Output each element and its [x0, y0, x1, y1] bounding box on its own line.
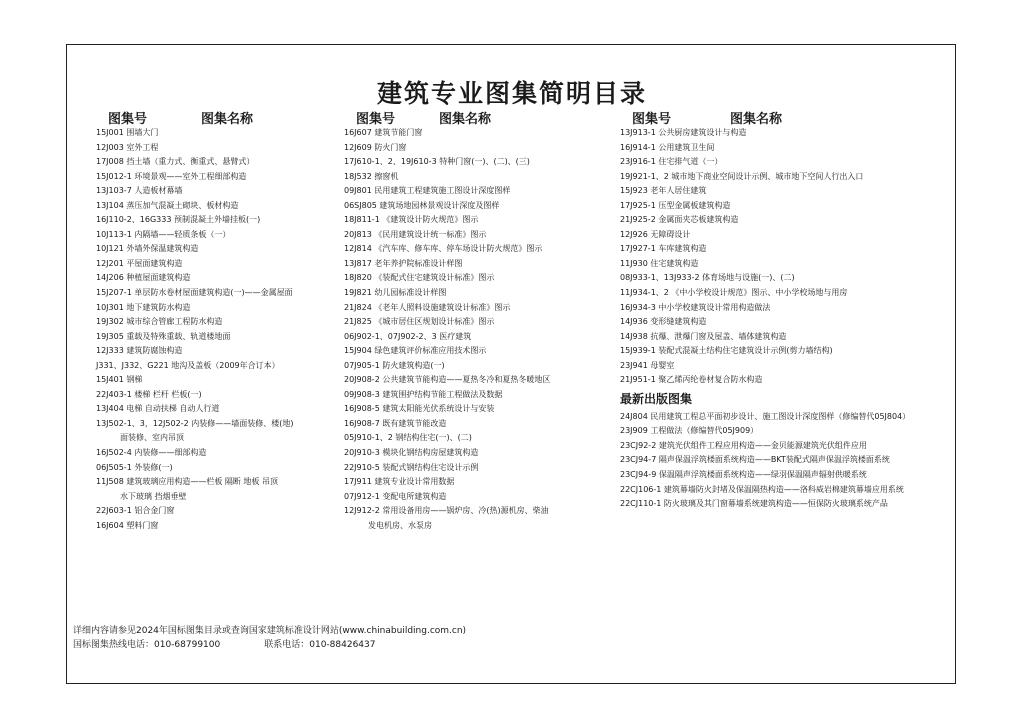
- catalog-item: 12J912-2 常用设备用房——锅炉房、冷(热)源机房、柴油: [344, 506, 549, 516]
- latest-item: 23CJ92-2 建筑光伏组件工程应用构造——金贝能源建筑光伏组件应用: [620, 440, 867, 450]
- catalog-item: 16J908-5 建筑太阳能光伏系统设计与安装: [344, 404, 495, 414]
- header-name: 图集名称: [730, 112, 783, 127]
- catalog-list: [96, 126, 351, 533]
- catalog-column-3: [620, 108, 950, 512]
- catalog-item: 09J801 民用建筑工程建筑施工图设计深度图样: [344, 186, 511, 196]
- catalog-item: 11J508 建筑玻璃应用构造——栏板 隔断 地板 吊顶: [96, 477, 278, 487]
- catalog-item: 16J914-1 公用建筑卫生间: [620, 142, 715, 152]
- catalog-column-2: [344, 108, 620, 533]
- catalog-item-continuation: 水下玻璃 挡烟垂壁: [120, 491, 187, 501]
- latest-list: [620, 410, 950, 512]
- latest-item: 22CJ106-1 建筑幕墙防火封堵及保温隔热构造——洛科威岩棉建筑幕墙应用系统: [620, 484, 904, 494]
- catalog-item: 21J951-1 聚乙烯丙纶卷材复合防水构造: [620, 375, 763, 385]
- catalog-item: 21J824 《老年人照料设施建筑设计标准》图示: [344, 302, 511, 312]
- catalog-item: 14J206 种植屋面建筑构造: [96, 273, 191, 283]
- catalog-item: 15J012-1 环境景观——室外工程细部构造: [96, 171, 247, 181]
- catalog-item: 21J925-2 金属面夹芯板建筑构造: [620, 215, 739, 225]
- catalog-item: 10J113-1 内隔墙——轻质条板（一）: [96, 229, 231, 239]
- catalog-item: J331、J332、G221 地沟及盖板（2009年合订本）: [96, 360, 280, 370]
- footer-contact: 联系电话：010-88426437: [264, 640, 376, 650]
- catalog-item: 06SJ805 建筑场地园林景观设计深度及图样: [344, 200, 500, 210]
- catalog-item: 16J908-7 既有建筑节能改造: [344, 418, 447, 428]
- catalog-item: 16J604 塑料门窗: [96, 520, 159, 530]
- header-code: 图集号: [108, 112, 148, 127]
- header-code: 图集号: [356, 112, 396, 127]
- catalog-item: 12J201 平屋面建筑构造: [96, 258, 183, 268]
- catalog-item: 20J910-3 模块化钢结构房屋建筑构造: [344, 448, 479, 458]
- catalog-item: 07J905-1 防火建筑构造(一): [344, 360, 445, 370]
- catalog-item: 13J817 老年养护院标准设计样图: [344, 258, 463, 268]
- catalog-item: 18J811-1 《建筑设计防火规范》图示: [344, 215, 479, 225]
- catalog-item: 08J933-1、13J933-2 体育场地与设施(一)、(二): [620, 273, 795, 283]
- catalog-item: 17J610-1、2、19J610-3 特种门窗(一)、(二)、(三): [344, 157, 530, 167]
- catalog-item: 11J930 住宅建筑构造: [620, 258, 699, 268]
- catalog-item: 15J923 老年人居住建筑: [620, 186, 707, 196]
- header-code: 图集号: [632, 112, 672, 127]
- catalog-item: 16J934-3 中小学校建筑设计常用构造做法: [620, 302, 771, 312]
- catalog-item: 18J532 擦窗机: [344, 171, 399, 181]
- page-title: 建筑专业图集简明目录: [376, 79, 647, 108]
- catalog-item: 19J302 城市综合管廊工程防水构造: [96, 317, 223, 327]
- latest-item: 22CJ110-1 防火玻璃及其门窗幕墙系统建筑构造——恒保防火玻璃系统产品: [620, 499, 888, 509]
- catalog-item: 23J941 母婴室: [620, 360, 675, 370]
- catalog-item: 17J927-1 车库建筑构造: [620, 244, 707, 254]
- catalog-column-1: [96, 108, 351, 533]
- catalog-item: 19J821 幼儿园标准设计样图: [344, 288, 447, 298]
- latest-item: 23CJ94-7 隔声保温浮筑楼面系统构造——BKT装配式隔声保温浮筑楼面系统: [620, 455, 890, 465]
- catalog-item: 15J939-1 装配式混凝土结构住宅建筑设计示例(剪力墙结构): [620, 346, 833, 356]
- catalog-item: 13J103-7 人造板材幕墙: [96, 186, 183, 196]
- catalog-item-continuation: 发电机房、水泵房: [368, 520, 432, 530]
- catalog-item: 13J404 电梯 自动扶梯 自动人行道: [96, 404, 220, 414]
- catalog-item: 21J825 《城市居住区规划设计标准》图示: [344, 317, 495, 327]
- catalog-item: 15J401 钢梯: [96, 375, 143, 385]
- footer-note: [73, 624, 466, 652]
- catalog-item: 18J820 《装配式住宅建筑设计标准》图示: [344, 273, 495, 283]
- catalog-item: 15J904 绿色建筑评价标准应用技术图示: [344, 346, 487, 356]
- footer-phone-line: [73, 638, 466, 652]
- catalog-list: [344, 126, 620, 533]
- catalog-item: 09J908-3 建筑围护结构节能工程做法及数据: [344, 389, 503, 399]
- catalog-item: 22J403-1 楼梯 栏杆 栏板(一): [96, 389, 202, 399]
- catalog-item: 12J609 防火门窗: [344, 142, 407, 152]
- catalog-item: 06J505-1 外装修(一): [96, 462, 173, 472]
- catalog-item: 17J911 建筑专业设计常用数据: [344, 477, 455, 487]
- catalog-item: 10J121 外墙外保温建筑构造: [96, 244, 199, 254]
- catalog-item: 22J910-5 装配式钢结构住宅设计示例: [344, 462, 479, 472]
- catalog-item: 13J913-1 公共厨房建筑设计与构造: [620, 128, 747, 137]
- catalog-item: 19J921-1、2 城市地下商业空间设计示例、城市地下空间人行出入口: [620, 171, 864, 181]
- latest-item: 23CJ94-9 保温隔声浮筑楼面系统构造——绿羽保温隔声辐射供暖系统: [620, 470, 867, 480]
- catalog-item: 12J926 无障碍设计: [620, 229, 691, 239]
- catalog-item: 19J305 重载及特殊重载、轨道楼地面: [96, 331, 231, 341]
- catalog-item: 05J910-1、2 钢结构住宅(一)、(二): [344, 433, 472, 443]
- catalog-item: 12J003 室外工程: [96, 142, 159, 152]
- catalog-item: 06J902-1、07J902-2、3 医疗建筑: [344, 331, 472, 341]
- catalog-item: 13J104 蒸压加气混凝土砌块、板材构造: [96, 200, 239, 210]
- catalog-item-continuation: 面装修、室内吊顶: [120, 433, 184, 443]
- footer-website-line: 详细内容请参见2024年国标图集目录或查询国家建筑标准设计网站(www.chinabuilding.com.cn): [73, 626, 467, 636]
- catalog-item: 20J908-2 公共建筑节能构造——夏热冬冷和夏热冬暖地区: [344, 375, 551, 385]
- catalog-item: 16J607 建筑节能门窗: [344, 128, 423, 137]
- latest-item: 24J804 民用建筑工程总平面初步设计、施工图设计深度图样（修编替代05J804）: [620, 411, 911, 421]
- catalog-item: 07J912-1 变配电所建筑构造: [344, 491, 447, 501]
- catalog-item: 10J301 地下建筑防水构造: [96, 302, 191, 312]
- catalog-item: 16J502-4 内装修——细部构造: [96, 448, 207, 458]
- catalog-item: 23J916-1 住宅排气道（一）: [620, 157, 723, 167]
- catalog-item: 12J333 建筑防腐蚀构造: [96, 346, 183, 356]
- catalog-item: 20J813 《民用建筑设计统一标准》图示: [344, 229, 487, 239]
- column-header: [96, 108, 351, 126]
- footer-hotline: 国标图集热线电话：010-68799100: [73, 640, 221, 650]
- catalog-item: 17J925-1 压型金属板建筑构造: [620, 200, 731, 210]
- latest-item: 23J909 工程做法（修编替代05J909）: [620, 426, 759, 436]
- column-header: [620, 108, 950, 126]
- catalog-item: 14J938 抗爆、泄爆门窗及屋盖、墙体建筑构造: [620, 331, 787, 341]
- catalog-item: 14J936 变形缝建筑构造: [620, 317, 707, 327]
- catalog-item: 17J008 挡土墙（重力式、衡重式、悬臂式）: [96, 157, 255, 167]
- catalog-list: [620, 126, 950, 388]
- catalog-item: 13J502-1、3，12J502-2 内装修——墙面装修、楼(地): [96, 418, 294, 428]
- catalog-item: 16J110-2、16G333 预制混凝土外墙挂板(一): [96, 215, 261, 225]
- catalog-item: 12J814 《汽车库、修车库、停车场设计防火规范》图示: [344, 244, 543, 254]
- column-header: [344, 108, 620, 126]
- latest-section-title: 最新出版图集: [620, 391, 693, 406]
- catalog-item: 11J934-1、2 《中小学校设计规范》图示、中小学校场地与用房: [620, 288, 848, 298]
- header-name: 图集名称: [439, 112, 492, 127]
- catalog-item: 15J207-1 单层防水卷材屋面建筑构造(一)——金属屋面: [96, 288, 293, 298]
- header-name: 图集名称: [201, 112, 254, 127]
- catalog-item: 15J001 围墙大门: [96, 128, 159, 137]
- catalog-item: 22J603-1 铝合金门窗: [96, 506, 175, 516]
